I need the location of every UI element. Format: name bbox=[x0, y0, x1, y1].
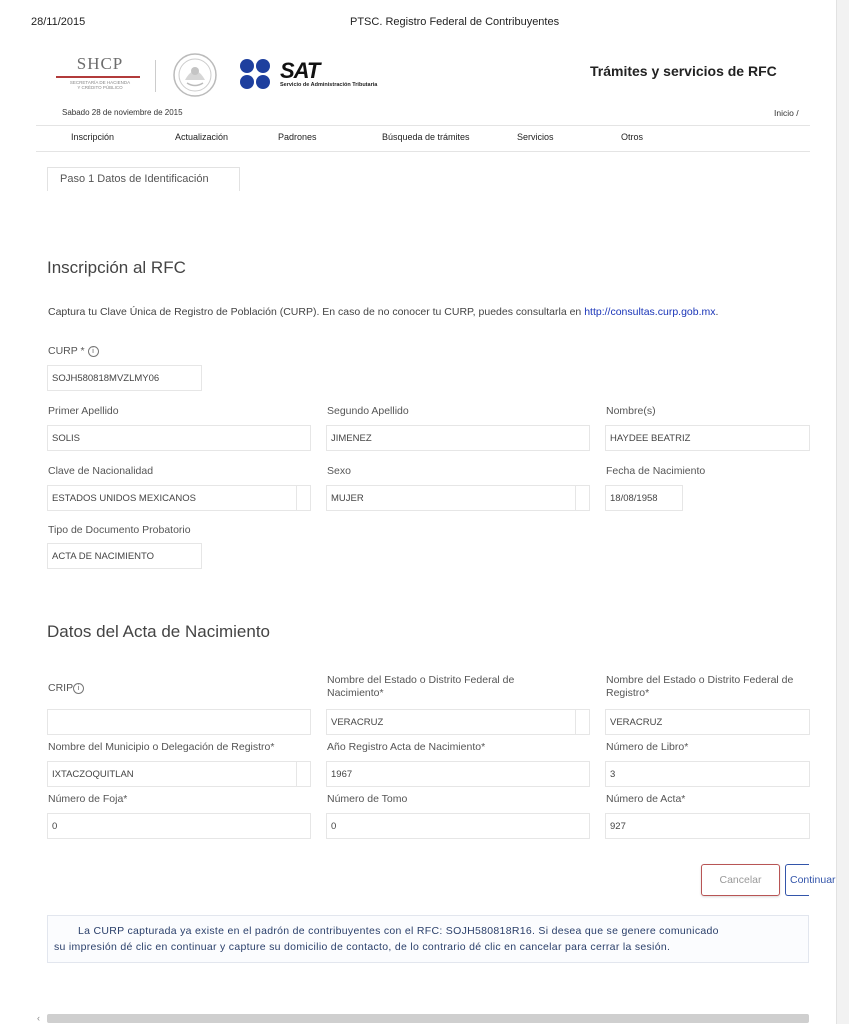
nacionalidad-select[interactable]: ESTADOS UNIDOS MEXICANOS bbox=[47, 485, 311, 511]
section-title-inscripcion: Inscripción al RFC bbox=[47, 258, 186, 277]
municipio-select[interactable]: IXTACZOQUITLAN bbox=[47, 761, 311, 787]
numero-libro-label: Número de Libro* bbox=[606, 741, 689, 753]
numero-acta-field[interactable]: 927 bbox=[605, 813, 810, 839]
dropdown-arrow-icon[interactable] bbox=[575, 486, 589, 510]
fecha-nacimiento-label: Fecha de Nacimiento bbox=[606, 465, 706, 477]
dropdown-arrow-icon[interactable] bbox=[296, 762, 310, 786]
nombre-field[interactable]: HAYDEE BEATRIZ bbox=[605, 425, 810, 451]
numero-acta-label: Número de Acta* bbox=[606, 793, 686, 805]
primer-apellido-field[interactable]: SOLIS bbox=[47, 425, 311, 451]
tramites-title: Trámites y servicios de RFC bbox=[590, 63, 777, 79]
print-date: 28/11/2015 bbox=[31, 16, 86, 28]
fecha-nacimiento-field[interactable]: 18/08/1958 bbox=[605, 485, 683, 511]
logo-divider bbox=[155, 60, 156, 92]
curp-field[interactable]: SOJH580818MVZLMY06 bbox=[47, 365, 202, 391]
estado-registro-label: Nombre del Estado o Distrito Federal de Registro* bbox=[606, 674, 794, 699]
continue-button[interactable]: Continuar bbox=[785, 864, 809, 896]
scroll-left-arrow-icon[interactable]: ‹ bbox=[37, 1013, 40, 1023]
section-title-acta: Datos del Acta de Nacimiento bbox=[47, 622, 271, 641]
segundo-apellido-label: Segundo Apellido bbox=[327, 405, 409, 417]
tipo-documento-field[interactable]: ACTA DE NACIMIENTO bbox=[47, 543, 202, 569]
sat-subtitle: Servicio de Administración Tributaria bbox=[280, 82, 378, 88]
page-edge bbox=[836, 0, 849, 1024]
help-icon[interactable]: i bbox=[73, 683, 84, 694]
help-icon[interactable]: i bbox=[88, 346, 99, 357]
curp-description: Captura tu Clave Única de Registro de Población (CURP). En caso de no conocer tu CURP, puedes consultarla en http://consultas.curp.gob.mx. bbox=[48, 306, 719, 318]
sexo-label: Sexo bbox=[327, 465, 351, 477]
numero-tomo-label: Número de Tomo bbox=[327, 793, 408, 805]
curp-exists-alert bbox=[47, 915, 809, 963]
nombre-label: Nombre(s) bbox=[606, 405, 656, 417]
shcp-title: SHCP bbox=[76, 54, 124, 73]
sat-word: SAT bbox=[280, 58, 320, 83]
sat-dots-icon bbox=[238, 58, 278, 92]
numero-foja-label: Número de Foja* bbox=[48, 793, 128, 805]
nav-inscripcion[interactable]: Inscripción bbox=[71, 132, 115, 142]
crip-label: CRIP i bbox=[48, 682, 84, 695]
sexo-select[interactable]: MUJER bbox=[326, 485, 590, 511]
nav-otros[interactable]: Otros bbox=[621, 132, 644, 142]
nacionalidad-label: Clave de Nacionalidad bbox=[48, 465, 154, 477]
curp-label: CURP * i bbox=[48, 345, 99, 358]
shcp-logo bbox=[50, 54, 150, 94]
estado-nacimiento-select[interactable]: VERACRUZ bbox=[326, 709, 590, 735]
national-seal-icon bbox=[171, 52, 219, 98]
estado-registro-select[interactable]: VERACRUZ bbox=[605, 709, 810, 735]
nav-padrones[interactable]: Padrones bbox=[278, 132, 317, 142]
numero-libro-field[interactable]: 3 bbox=[605, 761, 810, 787]
nav-servicios[interactable]: Servicios bbox=[517, 132, 554, 142]
anio-registro-label: Año Registro Acta de Nacimiento* bbox=[327, 741, 486, 753]
crip-field[interactable] bbox=[47, 709, 311, 735]
anio-registro-field[interactable]: 1967 bbox=[326, 761, 590, 787]
tipo-documento-label: Tipo de Documento Probatorio bbox=[48, 524, 191, 536]
segundo-apellido-field[interactable]: JIMENEZ bbox=[326, 425, 590, 451]
primer-apellido-label: Primer Apellido bbox=[48, 405, 119, 417]
shcp-subtitle-1: SECRETARÍA DE HACIENDA bbox=[69, 80, 131, 85]
main-nav bbox=[36, 125, 810, 152]
tab-paso-1[interactable]: Paso 1 Datos de Identificación bbox=[47, 167, 240, 191]
current-date: Sabado 28 de noviembre de 2015 bbox=[62, 108, 183, 117]
estado-nacimiento-label: Nombre del Estado o Distrito Federal de Nacimiento* bbox=[327, 674, 515, 699]
shcp-red-line bbox=[56, 76, 140, 78]
numero-foja-field[interactable]: 0 bbox=[47, 813, 311, 839]
breadcrumb-inicio[interactable]: Inicio / bbox=[774, 108, 799, 118]
numero-tomo-field[interactable]: 0 bbox=[326, 813, 590, 839]
alert-line-2: su impresión dé clic en continuar y capture su domicilio de contacto, de lo contrario dé clic en cancelar para cerrar la sesión. bbox=[54, 941, 671, 953]
nav-busqueda[interactable]: Búsqueda de trámites bbox=[382, 132, 470, 142]
nav-actualizacion[interactable]: Actualización bbox=[175, 132, 229, 142]
shcp-subtitle-2: Y CRÉDITO PÚBLICO bbox=[77, 85, 123, 90]
dropdown-arrow-icon[interactable] bbox=[296, 486, 310, 510]
alert-line-1: La CURP capturada ya existe en el padrón de contribuyentes con el RFC: SOJH580818R16. Si desea que se genere comunicado bbox=[78, 925, 719, 937]
dropdown-arrow-icon[interactable] bbox=[575, 710, 589, 734]
municipio-label: Nombre del Municipio o Delegación de Registro* bbox=[48, 741, 275, 753]
cancel-button[interactable]: Cancelar bbox=[701, 864, 780, 896]
print-title: PTSC. Registro Federal de Contribuyentes bbox=[350, 16, 560, 28]
horizontal-scrollbar[interactable] bbox=[47, 1014, 809, 1023]
sat-logo bbox=[238, 58, 438, 92]
curp-link[interactable]: http://consultas.curp.gob.mx bbox=[584, 306, 716, 318]
